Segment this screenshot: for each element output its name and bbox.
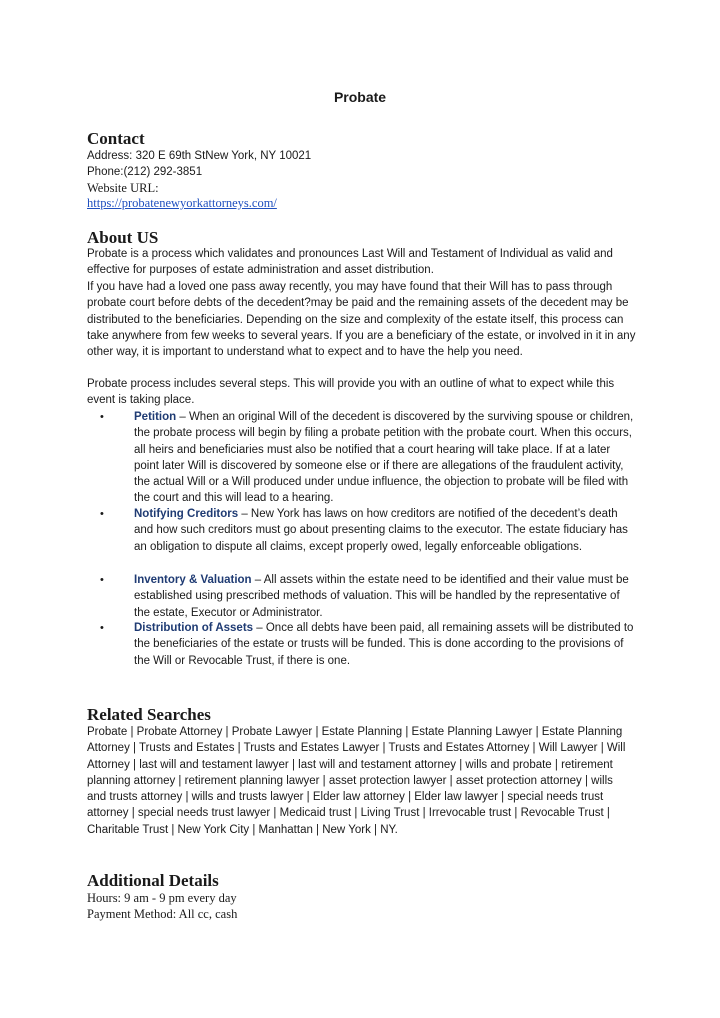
bullet-icon: • (100, 622, 104, 634)
hours-text: Hours: 9 am - 9 pm every day (87, 891, 237, 905)
step-term: Notifying Creditors (134, 508, 239, 520)
step-term: Petition (134, 411, 177, 423)
website-label: Website URL: (87, 181, 159, 195)
related-searches-heading: Related Searches (87, 705, 211, 724)
contact-heading: Contact (87, 129, 145, 148)
about-paragraph-2: If you have had a loved one pass away recently, you may have found that their Will has to pass through probate court before debts of the decedent?may be paid and the remaining assets of the decedent may be distributed to the beneficiaries. Depending on the size and complexity of the estate itself, this process can take anywhere from few weeks to several years. If you are a beneficiary of the estate, or involved in it in any other way, it is important to understand what to expect and to have the help you need. (87, 281, 636, 359)
list-item-text (134, 572, 634, 621)
about-paragraph-3: Probate process includes several steps. This will provide you with an outline of what to expect while this event is taking place. (87, 378, 615, 407)
contact-address: Address: 320 E 69th StNew York, NY 10021 (87, 150, 312, 162)
contact-phone: Phone:(212) 292-3851 (87, 166, 203, 178)
bullet-icon: • (100, 411, 104, 423)
about-heading: About US (87, 228, 159, 247)
website-link[interactable]: https://probatenewyorkattorneys.com/ (87, 196, 277, 210)
payment-method-text: Payment Method: All cc, cash (87, 907, 238, 921)
step-description: – All assets within the estate need to be identified and their value must be established using prescribed methods of valuation. This will be handled by the representative of the estate, Executor or Administrator. (134, 574, 629, 619)
page-title: Probate (333, 89, 387, 105)
list-item-text (134, 409, 634, 507)
step-term: Distribution of Assets (134, 622, 254, 634)
step-term: Inventory & Valuation (134, 574, 252, 586)
step-description: – When an original Will of the decedent is discovered by the surviving spouse or children, the probate process will begin by filing a probate petition with the probate court. When this occurs, all heirs and beneficiaries must also be notified that a court hearing will take place. If at a later point later Will is discovered by someone else or if there are allegations of the fraudulent activity, the actual Will or a Will produced under undue influence, the objection to probate will be filed with the court and this will lead to a hearing. (134, 411, 634, 505)
bullet-icon: • (100, 508, 104, 520)
list-item (87, 620, 647, 669)
related-searches-text: Probate | Probate Attorney | Probate Lawyer | Estate Planning | Estate Planning Lawyer | Estate Planning Attorney | Trusts and Estates | Trusts and Estates Lawyer | Trusts and Estates Attorney | Will Lawyer | Will Attorney | last will and testament lawyer | last will and testament attorney | wills and probate | retirement planning attorney | retirement planning lawyer | asset protection lawyer | asset protection attorney | wills and trusts attorney | wills and trusts lawyer | Elder law attorney | Elder law lawyer | special needs trust attorney | special needs trust lawyer | Medicaid trust | Living Trust | Irrevocable trust | Revocable Trust | Charitable Trust | New York City | Manhattan | New York | NY. (87, 726, 626, 836)
list-item-text (134, 620, 634, 669)
bullet-icon: • (100, 574, 104, 586)
list-item (87, 409, 647, 507)
list-item-text (134, 506, 634, 555)
list-item (87, 506, 647, 555)
step-description: – New York has laws on how creditors are notified of the decedent’s death and how such creditors must go about presenting claims to the executor. The estate fiduciary has an obligation to dispute all claims, except properly owed, legally enforceable obligations. (134, 508, 628, 553)
step-description: – Once all debts have been paid, all remaining assets will be distributed to the beneficiaries of the estate or trusts will be funded. This is done according to the provisions of the Will or Revocable Trust, if there is one. (134, 622, 634, 667)
additional-details-heading: Additional Details (87, 871, 219, 890)
website-link-row (87, 195, 647, 211)
list-item (87, 572, 647, 621)
about-paragraph-1: Probate is a process which validates and pronounces Last Will and Testament of Individual as valid and effective for purposes of estate administration and asset distribution. (87, 248, 613, 277)
